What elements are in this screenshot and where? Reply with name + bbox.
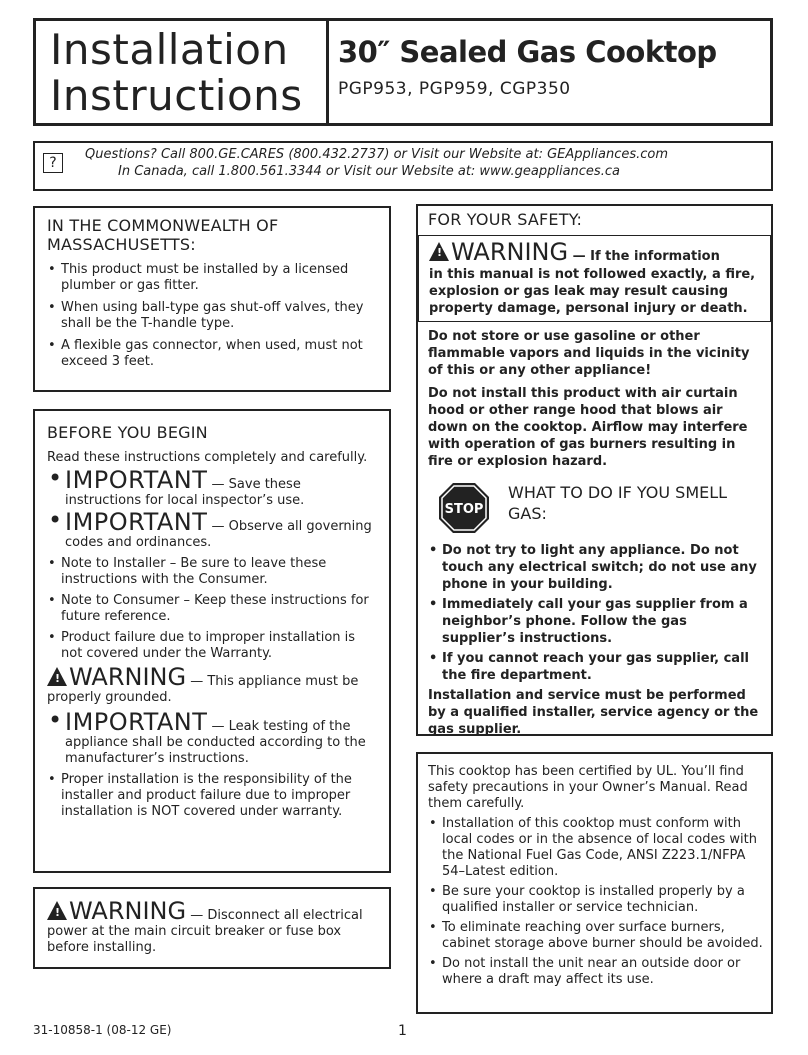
list-item: • Do not install the unit near an outside door or where a draft may affect its use. bbox=[428, 956, 763, 988]
safety-para-2: Do not install this product with air curtain hood or other range hood that blows air down on the cooktop. Airflow may interfere with operation of gas burners resulting in fire or explosion hazard. bbox=[428, 386, 748, 469]
warning-word: WARNING bbox=[69, 897, 187, 925]
warning-text: in this manual is not followed exactly, a fire, explosion or gas leak may result causing property damage, personal injury or death. bbox=[429, 267, 756, 316]
safety-heading: FOR YOUR SAFETY: bbox=[428, 210, 583, 229]
safety-para-1: Do not store or use gasoline or other flammable vapors and liquids in the vicinity of this or any other appliance! bbox=[428, 329, 750, 378]
model-numbers: PGP953, PGP959, CGP350 bbox=[338, 79, 571, 99]
important-item-1 bbox=[47, 466, 379, 509]
title-cell bbox=[36, 21, 329, 123]
ul-certification-box bbox=[416, 752, 773, 1014]
contact-box bbox=[33, 141, 773, 191]
important-text: — Leak testing of the appliance shall be conducted according to the manufacturer’s instructions. bbox=[65, 719, 366, 766]
massachusetts-heading-1: IN THE COMMONWEALTH OF bbox=[47, 216, 279, 235]
massachusetts-heading-2: MASSACHUSETTS: bbox=[47, 235, 196, 254]
page-title-line1: Installation bbox=[50, 25, 289, 74]
smell-gas-list bbox=[428, 542, 763, 684]
list-item: • Note to Installer – Be sure to leave these instructions with the Consumer. bbox=[47, 556, 379, 588]
warning-icon bbox=[429, 242, 449, 261]
list-item: • To eliminate reaching over surface burners, cabinet storage above burner should be avoided. bbox=[428, 920, 763, 952]
list-item: • A flexible gas connector, when used, must not exceed 3 feet. bbox=[47, 338, 379, 370]
title-block bbox=[33, 18, 773, 126]
product-title: 30″ Sealed Gas Cooktop bbox=[338, 35, 717, 69]
document-number: 31-10858-1 (08-12 GE) bbox=[33, 1023, 172, 1037]
list-item: • Be sure your cooktop is installed properly by a qualified installer or service technician. bbox=[428, 884, 763, 916]
question-icon: ? bbox=[43, 153, 63, 173]
list-item: • When using ball-type gas shut-off valves, they shall be the T-handle type. bbox=[47, 300, 379, 332]
safety-warning bbox=[418, 235, 771, 322]
ground-warning bbox=[47, 663, 379, 706]
important-text: — Save these instructions for local inspector’s use. bbox=[65, 477, 305, 508]
warning-lead: — If the information bbox=[568, 249, 720, 264]
page-title-line2: Instructions bbox=[50, 71, 303, 120]
important-item-3 bbox=[47, 708, 379, 767]
list-item: • Note to Consumer – Keep these instructions for future reference. bbox=[47, 593, 379, 625]
important-word: IMPORTANT bbox=[65, 466, 208, 494]
warning-text: — Disconnect all electrical power at the main circuit breaker or fuse box before installing. bbox=[47, 908, 363, 955]
list-item: • Proper installation is the responsibility of the installer and product failure due to improper installation is NOT covered under warranty. bbox=[47, 772, 379, 820]
safety-box bbox=[416, 204, 773, 736]
contact-canada: In Canada, call 1.800.561.3344 or Visit our Website at: www.geappliances.ca bbox=[118, 164, 620, 179]
page-number: 1 bbox=[398, 1023, 407, 1039]
warning-word: WARNING bbox=[451, 238, 569, 266]
massachusetts-box bbox=[33, 206, 391, 392]
list-item: • Do not try to light any appliance. Do not touch any electrical switch; do not use any phone in your building. bbox=[428, 542, 763, 593]
list-item: • Immediately call your gas supplier from a neighbor’s phone. Follow the gas supplier’s instructions. bbox=[428, 596, 763, 647]
list-item: • Product failure due to improper installation is not covered under the Warranty. bbox=[47, 630, 379, 662]
list-item: • If you cannot reach your gas supplier, call the fire department. bbox=[428, 650, 763, 684]
smell-gas-heading: WHAT TO DO IF YOU SMELL GAS: bbox=[508, 483, 728, 523]
disconnect-warning-box bbox=[33, 887, 391, 969]
important-word: IMPORTANT bbox=[65, 708, 208, 736]
massachusetts-list bbox=[47, 262, 379, 370]
before-you-begin-box bbox=[33, 409, 391, 873]
important-item-2 bbox=[47, 508, 379, 551]
important-word: IMPORTANT bbox=[65, 508, 208, 536]
smell-gas-header bbox=[428, 478, 763, 542]
ul-intro: This cooktop has been certified by UL. You’ll find safety precautions in your Owner’s Manual. Read them carefully. bbox=[428, 764, 748, 811]
warning-icon bbox=[47, 901, 67, 920]
stop-label: STOP bbox=[444, 502, 484, 517]
before-heading: BEFORE YOU BEGIN bbox=[47, 423, 208, 442]
important-text: — Observe all governing codes and ordinances. bbox=[65, 519, 372, 550]
warning-text: — This appliance must be properly grounded. bbox=[47, 674, 359, 705]
safety-closing: Installation and service must be performed by a qualified installer, service agency or the gas supplier. bbox=[428, 688, 759, 737]
warning-icon bbox=[47, 667, 67, 686]
before-intro: Read these instructions completely and carefully. bbox=[47, 450, 368, 465]
warning-word: WARNING bbox=[69, 663, 187, 691]
list-item: • This product must be installed by a licensed plumber or gas fitter. bbox=[47, 262, 379, 294]
contact-us: Questions? Call 800.GE.CARES (800.432.2737) or Visit our Website at: GEAppliances.com bbox=[85, 147, 669, 162]
list-item: • Installation of this cooktop must conform with local codes or in the absence of local codes with the National Fuel Gas Code, ANSI Z223.1/NFPA 54–Latest edition. bbox=[428, 816, 763, 880]
stop-sign-icon bbox=[438, 482, 490, 534]
